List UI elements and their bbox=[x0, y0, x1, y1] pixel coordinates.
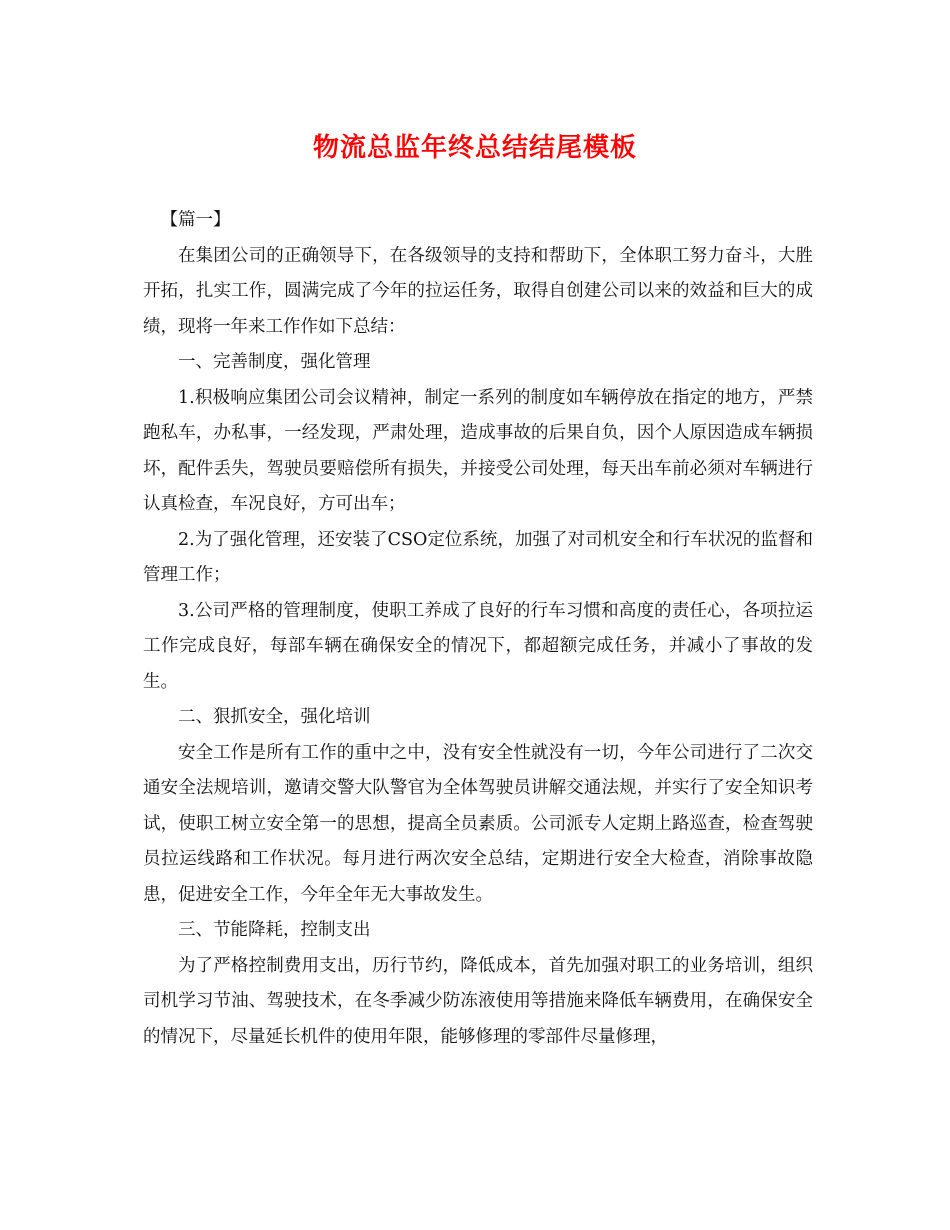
item-three-paragraph: 3.公司严格的管理制度，使职工养成了良好的行车习惯和高度的责任心，各项拉运工作完成良好，每部车辆在确保安全的情况下，都超额完成任务，并减小了事故的发生。 bbox=[143, 600, 813, 692]
safety-paragraph: 安全工作是所有工作的重中之中，没有安全性就没有一切，今年公司进行了二次交通安全法规培训，邀请交警大队警官为全体驾驶员讲解交通法规，并实行了安全知识考试，使职工树立安全第一的思想，提高全员素质。公司派专人定期上路巡查，检查驾驶员拉运线路和工作状况。每月进行两次安全总结，定期进行安全大检查，消除事故隐患，促进安全工作，今年全年无大事故发生。 bbox=[143, 742, 813, 905]
heading-two: 二、狠抓安全，强化培训 bbox=[178, 707, 371, 727]
item-two-paragraph: 2.为了强化管理，还安装了CSO定位系统，加强了对司机安全和行车状况的监督和管理工作； bbox=[143, 529, 813, 585]
item-one-paragraph: 1.积极响应集团公司会议精神，制定一系列的制度如车辆停放在指定的地方，严禁跑私车，办私事，一经发现，严肃处理，造成事故的后果自负，因个人原因造成车辆损坏，配件丢失，驾驶员要赔偿所有损失，并接受公司处理，每天出车前必须对车辆进行认真检查，车况良好，方可出车； bbox=[143, 387, 813, 514]
document-body bbox=[143, 203, 813, 1055]
section-label: 【篇一】 bbox=[160, 210, 231, 230]
heading-one: 一、完善制度，强化管理 bbox=[178, 352, 371, 372]
cost-paragraph: 为了严格控制费用支出，历行节约，降低成本，首先加强对职工的业务培训，组织司机学习节油、驾驶技术，在冬季减少防冻液使用等措施来降低车辆费用，在确保安全的情况下，尽量延长机件的使用年限，能够修理的零部件尽量修理， bbox=[143, 955, 813, 1047]
heading-three: 三、节能降耗，控制支出 bbox=[178, 920, 371, 940]
document-title: 物流总监年终总结结尾模板 bbox=[312, 133, 637, 163]
intro-paragraph: 在集团公司的正确领导下，在各级领导的支持和帮助下，全体职工努力奋斗，大胜开拓，扎实工作，圆满完成了今年的拉运任务，取得自创建公司以来的效益和巨大的成绩，现将一年来工作作如下总结： bbox=[143, 245, 813, 337]
